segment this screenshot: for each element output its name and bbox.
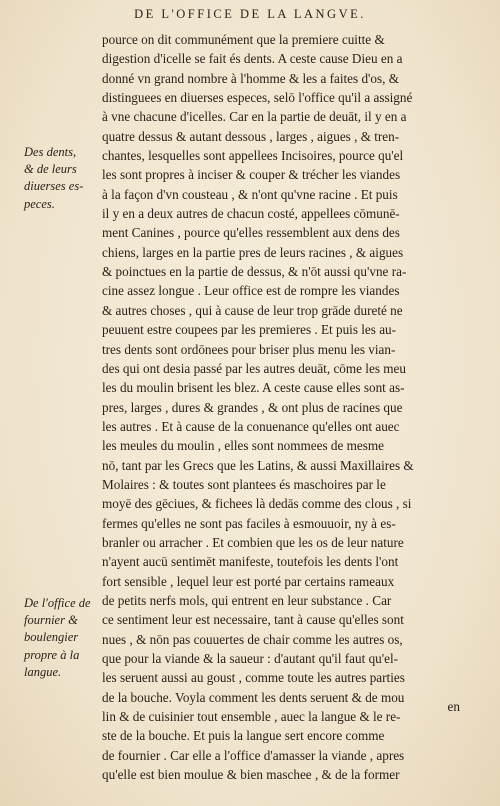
- margin-line: boulengier: [24, 630, 79, 645]
- catchword: en: [447, 699, 460, 714]
- margin-line: fournier &: [24, 613, 78, 628]
- margin-line: langue.: [24, 664, 62, 679]
- text-line: que pour la viande & la saueur : d'autant qu'il faut qu'el-: [102, 651, 399, 666]
- margin-note-teeth: [24, 144, 100, 213]
- text-line: à la façon d'vn cousteau , & n'ont qu'vne racine . Et puis: [102, 186, 398, 202]
- text-line: de la bouche. Voyla comment les dents seruent & de mou: [102, 689, 405, 705]
- text-line: ment Canines , pource qu'elles ressemblent aux dens des: [102, 225, 400, 241]
- text-line: pource on dit communément que la premiere cuitte &: [102, 32, 385, 47]
- text-line: & autres choses , qui à cause de leur trop grāde dureté ne: [102, 302, 403, 318]
- text-line: fort sensible , lequel leur est porté par certains rameaux: [102, 573, 395, 589]
- text-line: de fournier . Car elle a l'office d'amasser la viande , apres: [102, 747, 405, 763]
- running-header: DE L'OFFICE DE LA LANGVE.: [134, 7, 366, 21]
- text-line: les autres . Et à cause de la conuenance qu'elles ont auec: [102, 418, 400, 434]
- margin-line: peces.: [24, 196, 55, 211]
- text-line: lin & de cuisinier tout ensemble , auec la langue & le re-: [102, 709, 401, 725]
- text-line: les sont propres à inciser & couper & trécher les viandes: [102, 167, 401, 183]
- margin-line: De l'office de: [24, 596, 91, 610]
- text-line: donné vn grand nombre à l'homme & les a faites d'os, &: [102, 70, 400, 86]
- text-line: branler ou arracher . Et combien que les os de leur nature: [102, 534, 404, 550]
- text-line: de petits nerfs mols, qui entrent en leur substance . Car: [102, 592, 392, 608]
- text-line: tres dents sont ordōnees pour briser plus menu les vian-: [102, 341, 396, 357]
- text-line: n'ayent aucū sentimēt manifeste, toutefois les dents l'ont: [102, 554, 399, 570]
- text-line: nō, tant par les Grecs que les Latins, & aussi Maxillaires &: [102, 457, 414, 473]
- text-line: pres, larges , dures & grandes , & ont plus de racines que: [102, 399, 403, 415]
- text-line: & poinctues en la partie de dessus, & n'ōt aussi qu'vne ra-: [102, 264, 407, 280]
- text-line: chiens, larges en la partie pres de leurs racines , & aigues: [102, 244, 404, 260]
- text-line: ste de la bouche. Et puis la langue sert encore comme: [102, 728, 385, 744]
- text-line: peuuent estre coupees par les premieres . Et puis les au-: [102, 322, 397, 338]
- text-line: les meules du moulin , elles sont nommees de mesme: [102, 438, 385, 454]
- text-line: distinguees en diuerses especes, selō l'office qu'il a assigné: [102, 90, 413, 106]
- margin-line: Des dents,: [24, 145, 77, 159]
- text-line: quatre dessus & autant dessous , larges , aigues , & tren-: [102, 128, 400, 144]
- text-line: Molaires : & toutes sont plantees és maschoires par le: [102, 476, 386, 492]
- text-line: qu'elle est bien moulue & bien maschee , & de la former: [102, 767, 400, 783]
- margin-line: propre à la: [24, 647, 80, 662]
- text-line: ce sentiment leur est necessaire, tant à cause qu'elles sont: [102, 612, 404, 628]
- text-line: à vne chacune d'icelles. Car en la partie de deuāt, il y en a: [102, 109, 407, 125]
- text-line: les du moulin brisent les blez. A ceste cause elles sont as-: [102, 380, 405, 396]
- text-line: nues , & nōn pas couuertes de chair comme les autres os,: [102, 631, 403, 647]
- text-line: cine assez longue . Leur office est de rompre les viandes: [102, 283, 400, 299]
- text-line: chantes, lesquelles sont appellees Incisoires, pource qu'el: [102, 148, 404, 164]
- text-line: les seruent aussi au goust , comme toute les autres parties: [102, 670, 405, 686]
- text-line: digestion d'icelle se fait és dents. A ceste cause Dieu en a: [102, 51, 403, 67]
- margin-note-tongue: [24, 595, 100, 681]
- body-text: [102, 30, 468, 784]
- text-line: fermes qu'elles ne sont pas faciles à esmouuoir, ny à es-: [102, 515, 396, 531]
- margin-line: diuerses es-: [24, 179, 84, 194]
- margin-line: & de leurs: [24, 162, 77, 177]
- text-line: des qui ont desia passé par les autres deuāt, cōme les meu: [102, 360, 406, 376]
- text-line: il y en a deux autres de chacun costé, appellees cōmunē-: [102, 206, 400, 222]
- text-line: moyē des gēciues, & fichees là dedās comme des clous , si: [102, 496, 412, 512]
